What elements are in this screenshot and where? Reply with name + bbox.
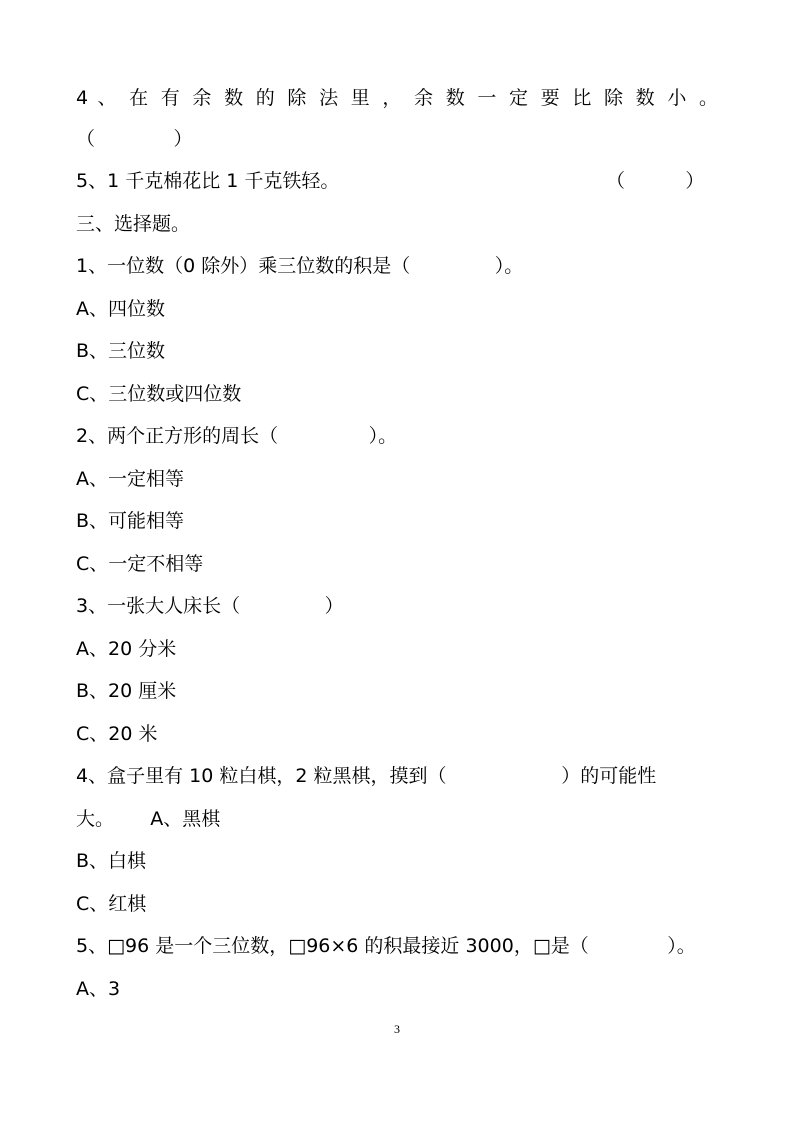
option-4c: C、红棋 xyxy=(76,893,147,915)
option-1c: C、三位数或四位数 xyxy=(76,383,242,405)
option-5a: A、3 xyxy=(76,978,121,1000)
question-judge-4: 4 、 在 有 余 数 的 除 法 里 ， 余 数 一 定 要 比 除 数 小 。 xyxy=(76,87,718,109)
page-number: 3 xyxy=(394,1022,400,1036)
option-2c: C、一定不相等 xyxy=(76,553,204,575)
question-choice-5: 5、□96 是一个三位数，□96×6 的积最接近 3000，□是（ ）。 xyxy=(76,935,696,957)
question-choice-4-continued: 大。 A、黑棋 xyxy=(76,808,221,830)
option-2b: B、可能相等 xyxy=(76,510,185,532)
option-3a: A、20 分米 xyxy=(76,638,177,660)
question-judge-5: 5、1 千克棉花比 1 千克铁轻。 xyxy=(76,170,340,192)
question-choice-1: 1、一位数（0 除外）乘三位数的积是（ ）。 xyxy=(76,255,524,277)
answer-blank-judge-4: （ ） xyxy=(76,128,193,150)
section-heading-choice: 三、选择题。 xyxy=(76,213,191,235)
option-3b: B、20 厘米 xyxy=(76,680,177,702)
question-choice-2: 2、两个正方形的周长（ ）。 xyxy=(76,425,398,447)
answer-blank-judge-5: （ ） xyxy=(606,170,705,192)
question-choice-4: 4、盒子里有 10 粒白棋，2 粒黑棋，摸到（ ）的可能性 xyxy=(76,765,657,787)
option-4b: B、白棋 xyxy=(76,850,147,872)
option-3c: C、20 米 xyxy=(76,723,158,745)
question-choice-3: 3、一张大人床长（ ） xyxy=(76,595,344,617)
option-2a: A、一定相等 xyxy=(76,468,184,490)
option-1b: B、三位数 xyxy=(76,340,166,362)
option-1a: A、四位数 xyxy=(76,298,165,320)
